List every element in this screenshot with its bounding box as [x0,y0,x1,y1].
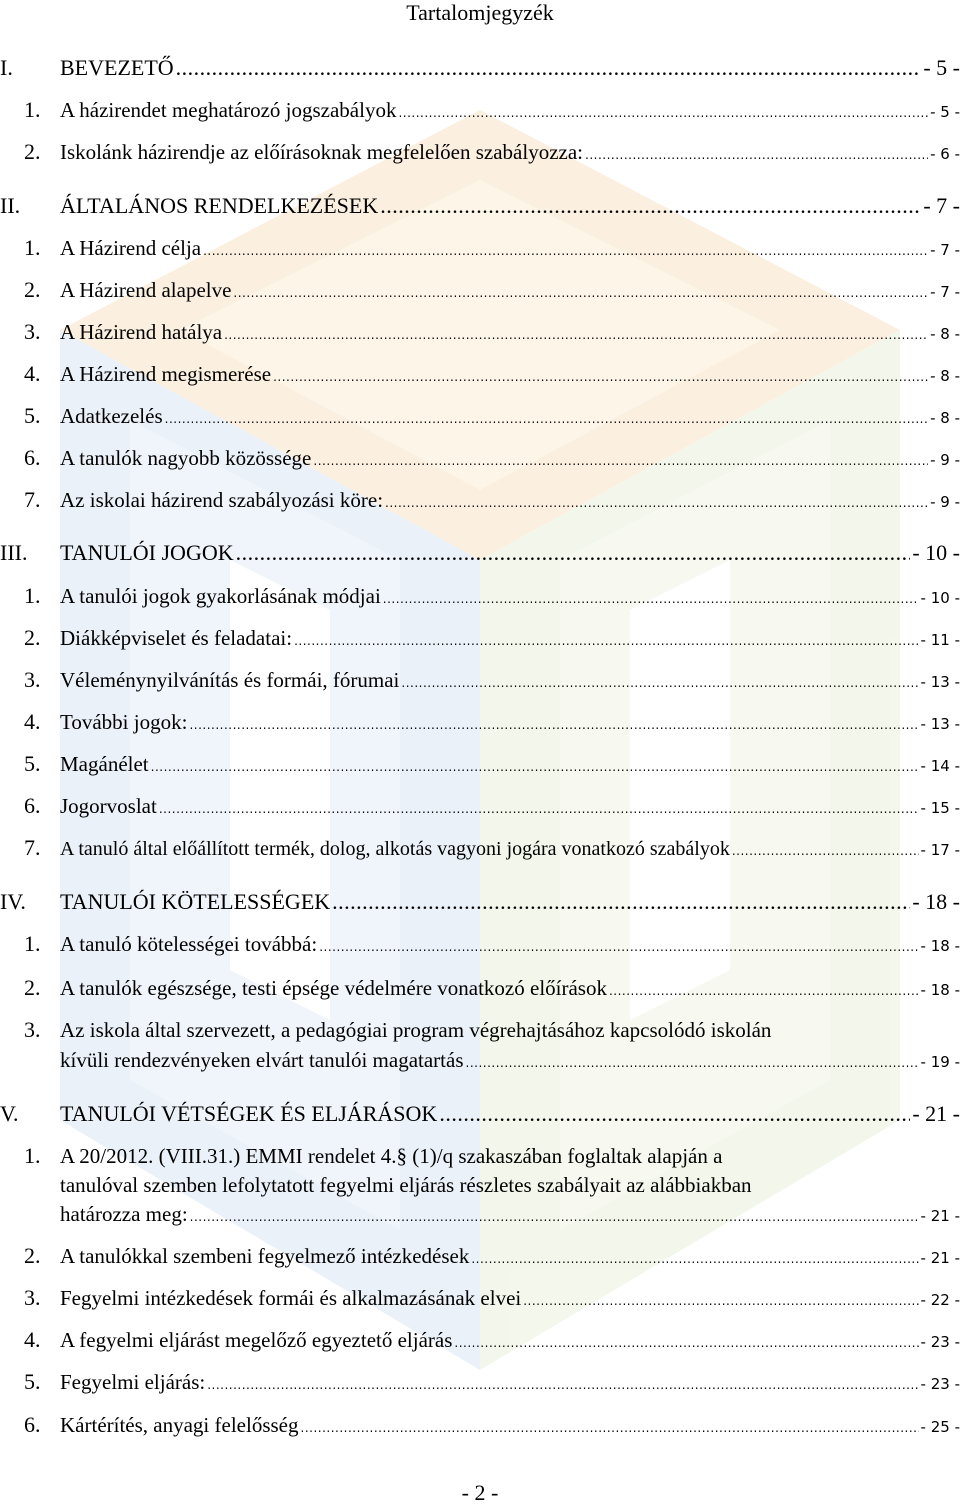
toc-section-row[interactable] [0,537,960,569]
toc-entry-row[interactable] [0,316,960,348]
toc-number: 4. [24,1327,41,1352]
toc-number: 1. [24,97,41,122]
toc-label: BEVEZETŐ [60,55,174,80]
toc-label: Fegyelmi eljárás: [60,1370,206,1394]
toc-number: 4. [24,709,41,734]
toc-label-line: A 20/2012. (VIII.31.) EMMI rendelet 4.§ (1)/q szakaszában foglaltak alapján a [60,1144,723,1168]
toc-page-ref: - 5 - [923,55,960,80]
toc-label: Az iskolai házirend szabályozási köre: [60,488,384,512]
dot-leader [233,274,928,309]
toc-number: 5. [24,751,41,776]
toc-number: 7. [24,835,41,860]
toc-label: A tanulókkal szembeni fegyelmező intézkedések [60,1244,470,1268]
dot-leader [176,52,922,84]
toc-entry-row[interactable] [0,358,960,390]
toc-page-ref: - 21 - [920,1249,960,1267]
toc-label: ÁLTALÁNOS RENDELKEZÉSEK [60,193,379,218]
toc-page-ref: - 11 - [920,631,960,649]
toc-label-line: Az iskola által szervezett, a pedagógiai program végrehajtásához kapcsolódó iskolán [60,1018,772,1042]
toc-number: 1. [24,1143,41,1168]
toc-entry-row[interactable] [0,232,960,264]
dot-leader [190,1198,919,1233]
dot-leader [236,537,911,569]
toc-number: 5. [24,403,41,428]
toc-entry-row[interactable] [0,1324,960,1356]
toc-label: Iskolánk házirendje az előírásoknak megfelelően szabályozza: [60,140,584,164]
toc-page-ref: - 25 - [920,1418,960,1436]
toc-page-ref: - 10 - [920,589,960,607]
toc-page-ref: - 7 - [923,193,960,218]
toc-label: TANULÓI KÖTELESSÉGEK [60,889,331,914]
dot-leader [207,1366,918,1401]
toc-page-ref: - 19 - [920,1053,960,1071]
dot-leader [454,1324,918,1359]
toc-label: A tanulók nagyobb közössége [60,446,312,470]
toc-number: 2. [24,1243,41,1268]
toc-label: Kártérítés, anyagi felelősség [60,1413,299,1437]
toc-section-row[interactable] [0,1098,960,1130]
dot-leader [383,580,919,615]
dot-leader [401,664,918,699]
toc-label: A Házirend célja [60,236,202,260]
toc-number: 7. [24,487,41,512]
toc-number: 1. [24,235,41,260]
dot-leader [466,1044,919,1079]
toc-label: Jogorvoslat [60,794,157,818]
toc-number: IV. [0,889,26,914]
toc-entry-row[interactable] [0,1409,960,1441]
toc-entry-row[interactable] [0,664,960,696]
toc-label: Diákképviselet és feladatai: [60,626,293,650]
toc-entry-row[interactable] [0,136,960,168]
toc-section-row[interactable] [0,190,960,222]
toc-page-ref: - 10 - [912,540,960,565]
toc-entry-row[interactable] [0,1240,960,1272]
toc-entry-row[interactable] [0,580,960,612]
toc-page-ref: - 8 - [930,325,960,343]
toc-label: A tanulók egészsége, testi épsége védelmére vonatkozó előírások [60,976,607,1000]
toc-label: Véleménynyilvánítás és formái, fórumai [60,668,400,692]
toc-label-line: határozza meg: [60,1202,188,1226]
toc-number: I. [0,55,13,80]
toc-page-ref: - 9 - [930,493,960,511]
toc-entry-row[interactable] [0,622,960,654]
toc-label: A tanulói jogok gyakorlásának módjai [60,584,381,608]
toc-number: 2. [24,277,41,302]
toc-number: 1. [24,583,41,608]
toc-page-ref: - 8 - [930,367,960,385]
dot-leader [385,484,928,519]
toc-entry-row[interactable] [0,832,960,864]
toc-page-ref: - 7 - [930,283,960,301]
dot-leader [380,190,921,222]
toc-entry-row[interactable] [0,94,960,126]
toc-number: 3. [24,1285,41,1310]
toc-label: A Házirend alapelve [60,278,232,302]
toc-entry-row[interactable] [0,1282,960,1314]
toc-entry-row[interactable] [0,1366,960,1398]
dot-leader [159,790,919,825]
toc-number: 3. [24,1017,41,1042]
toc-label-line: kívüli rendezvényeken elvárt tanulói magatartás [60,1048,464,1072]
toc-page-ref: - 18 - [920,981,960,999]
dot-leader [332,886,910,918]
toc-label-line: tanulóval szemben lefolytatott fegyelmi eljárás részletes szabályait az alábbiakban [60,1173,752,1197]
toc-page-ref: - 14 - [920,757,960,775]
toc-page-ref: - 18 - [912,889,960,914]
dot-leader [151,748,919,783]
dot-leader [224,316,928,351]
toc-entry-row[interactable] [0,400,960,432]
toc-number: 6. [24,1412,41,1437]
toc-page-ref: - 23 - [920,1375,960,1393]
dot-leader [609,972,919,1007]
toc-label: A Házirend hatálya [60,320,223,344]
toc-page-ref: - 13 - [920,715,960,733]
toc-section-row[interactable] [0,886,960,918]
toc-label: TANULÓI VÉTSÉGEK ÉS ELJÁRÁSOK [60,1101,438,1126]
dot-leader [165,400,928,435]
dot-leader [732,832,919,867]
toc-page-ref: - 22 - [920,1291,960,1309]
dot-leader [439,1098,910,1130]
toc-page-ref: - 6 - [930,145,960,163]
toc-number: 6. [24,445,41,470]
toc-page-ref: - 17 - [920,841,960,859]
toc-entry-row[interactable] [0,706,960,738]
toc-page-ref: - 23 - [920,1333,960,1351]
toc-page-ref: - 7 - [930,241,960,259]
page-number: - 2 - [461,1480,499,1505]
toc-page-ref: - 18 - [920,937,960,955]
dot-leader [294,622,918,657]
dot-leader [398,94,928,129]
toc-number: 1. [24,931,41,956]
toc-entry-row[interactable] [0,972,960,1004]
dot-leader [523,1282,918,1317]
toc-number: 2. [24,139,41,164]
dot-leader [319,928,918,963]
toc-label: A Házirend megismerése [60,362,272,386]
dot-leader [203,232,928,267]
toc-entry-row[interactable] [0,928,960,960]
toc-number: 3. [24,319,41,344]
toc-entry-row[interactable] [0,442,960,474]
toc-entry-row[interactable] [0,484,960,516]
toc-label: TANULÓI JOGOK [60,540,234,565]
dot-leader [585,136,928,171]
toc-section-row[interactable] [0,52,960,84]
toc-number: 2. [24,975,41,1000]
toc-entry-row[interactable] [0,748,960,780]
toc-page-ref: - 15 - [920,799,960,817]
dot-leader [189,706,918,741]
toc-number: 6. [24,793,41,818]
toc-number: 4. [24,361,41,386]
toc-label: A fegyelmi eljárást megelőző egyeztető eljárás [60,1328,453,1352]
toc-number: 3. [24,667,41,692]
dot-leader [273,358,928,393]
toc-number: 5. [24,1369,41,1394]
toc-label: A tanuló által előállított termék, dolog, alkotás vagyoni jogára vonatkozó szabályok [60,838,730,860]
toc-number: V. [0,1101,19,1126]
toc-page-ref: - 13 - [920,673,960,691]
dot-leader [313,442,928,477]
toc-label: Magánélet [60,752,149,776]
toc-entry-row[interactable] [0,790,960,822]
toc-entry-row[interactable] [0,274,960,306]
dot-leader [301,1409,919,1444]
toc-label: Fegyelmi intézkedések formái és alkalmazásának elvei [60,1286,522,1310]
toc-entry-row[interactable] [0,1014,960,1078]
toc-label: További jogok: [60,710,188,734]
toc-page-ref: - 21 - [912,1101,960,1126]
toc-page-ref: - 8 - [930,409,960,427]
toc-label: Adatkezelés [60,404,163,428]
toc-number: III. [0,540,28,565]
toc-page-ref: - 5 - [930,103,960,121]
dot-leader [471,1240,918,1275]
toc-label: A házirendet meghatározó jogszabályok [60,98,397,122]
toc-title: Tartalomjegyzék [406,0,554,25]
toc-page-ref: - 21 - [920,1207,960,1225]
toc-number: 2. [24,625,41,650]
toc-entry-row[interactable] [0,1140,960,1236]
toc-page-ref: - 9 - [930,451,960,469]
toc-number: II. [0,193,21,218]
toc-label: A tanuló kötelességei továbbá: [60,932,318,956]
